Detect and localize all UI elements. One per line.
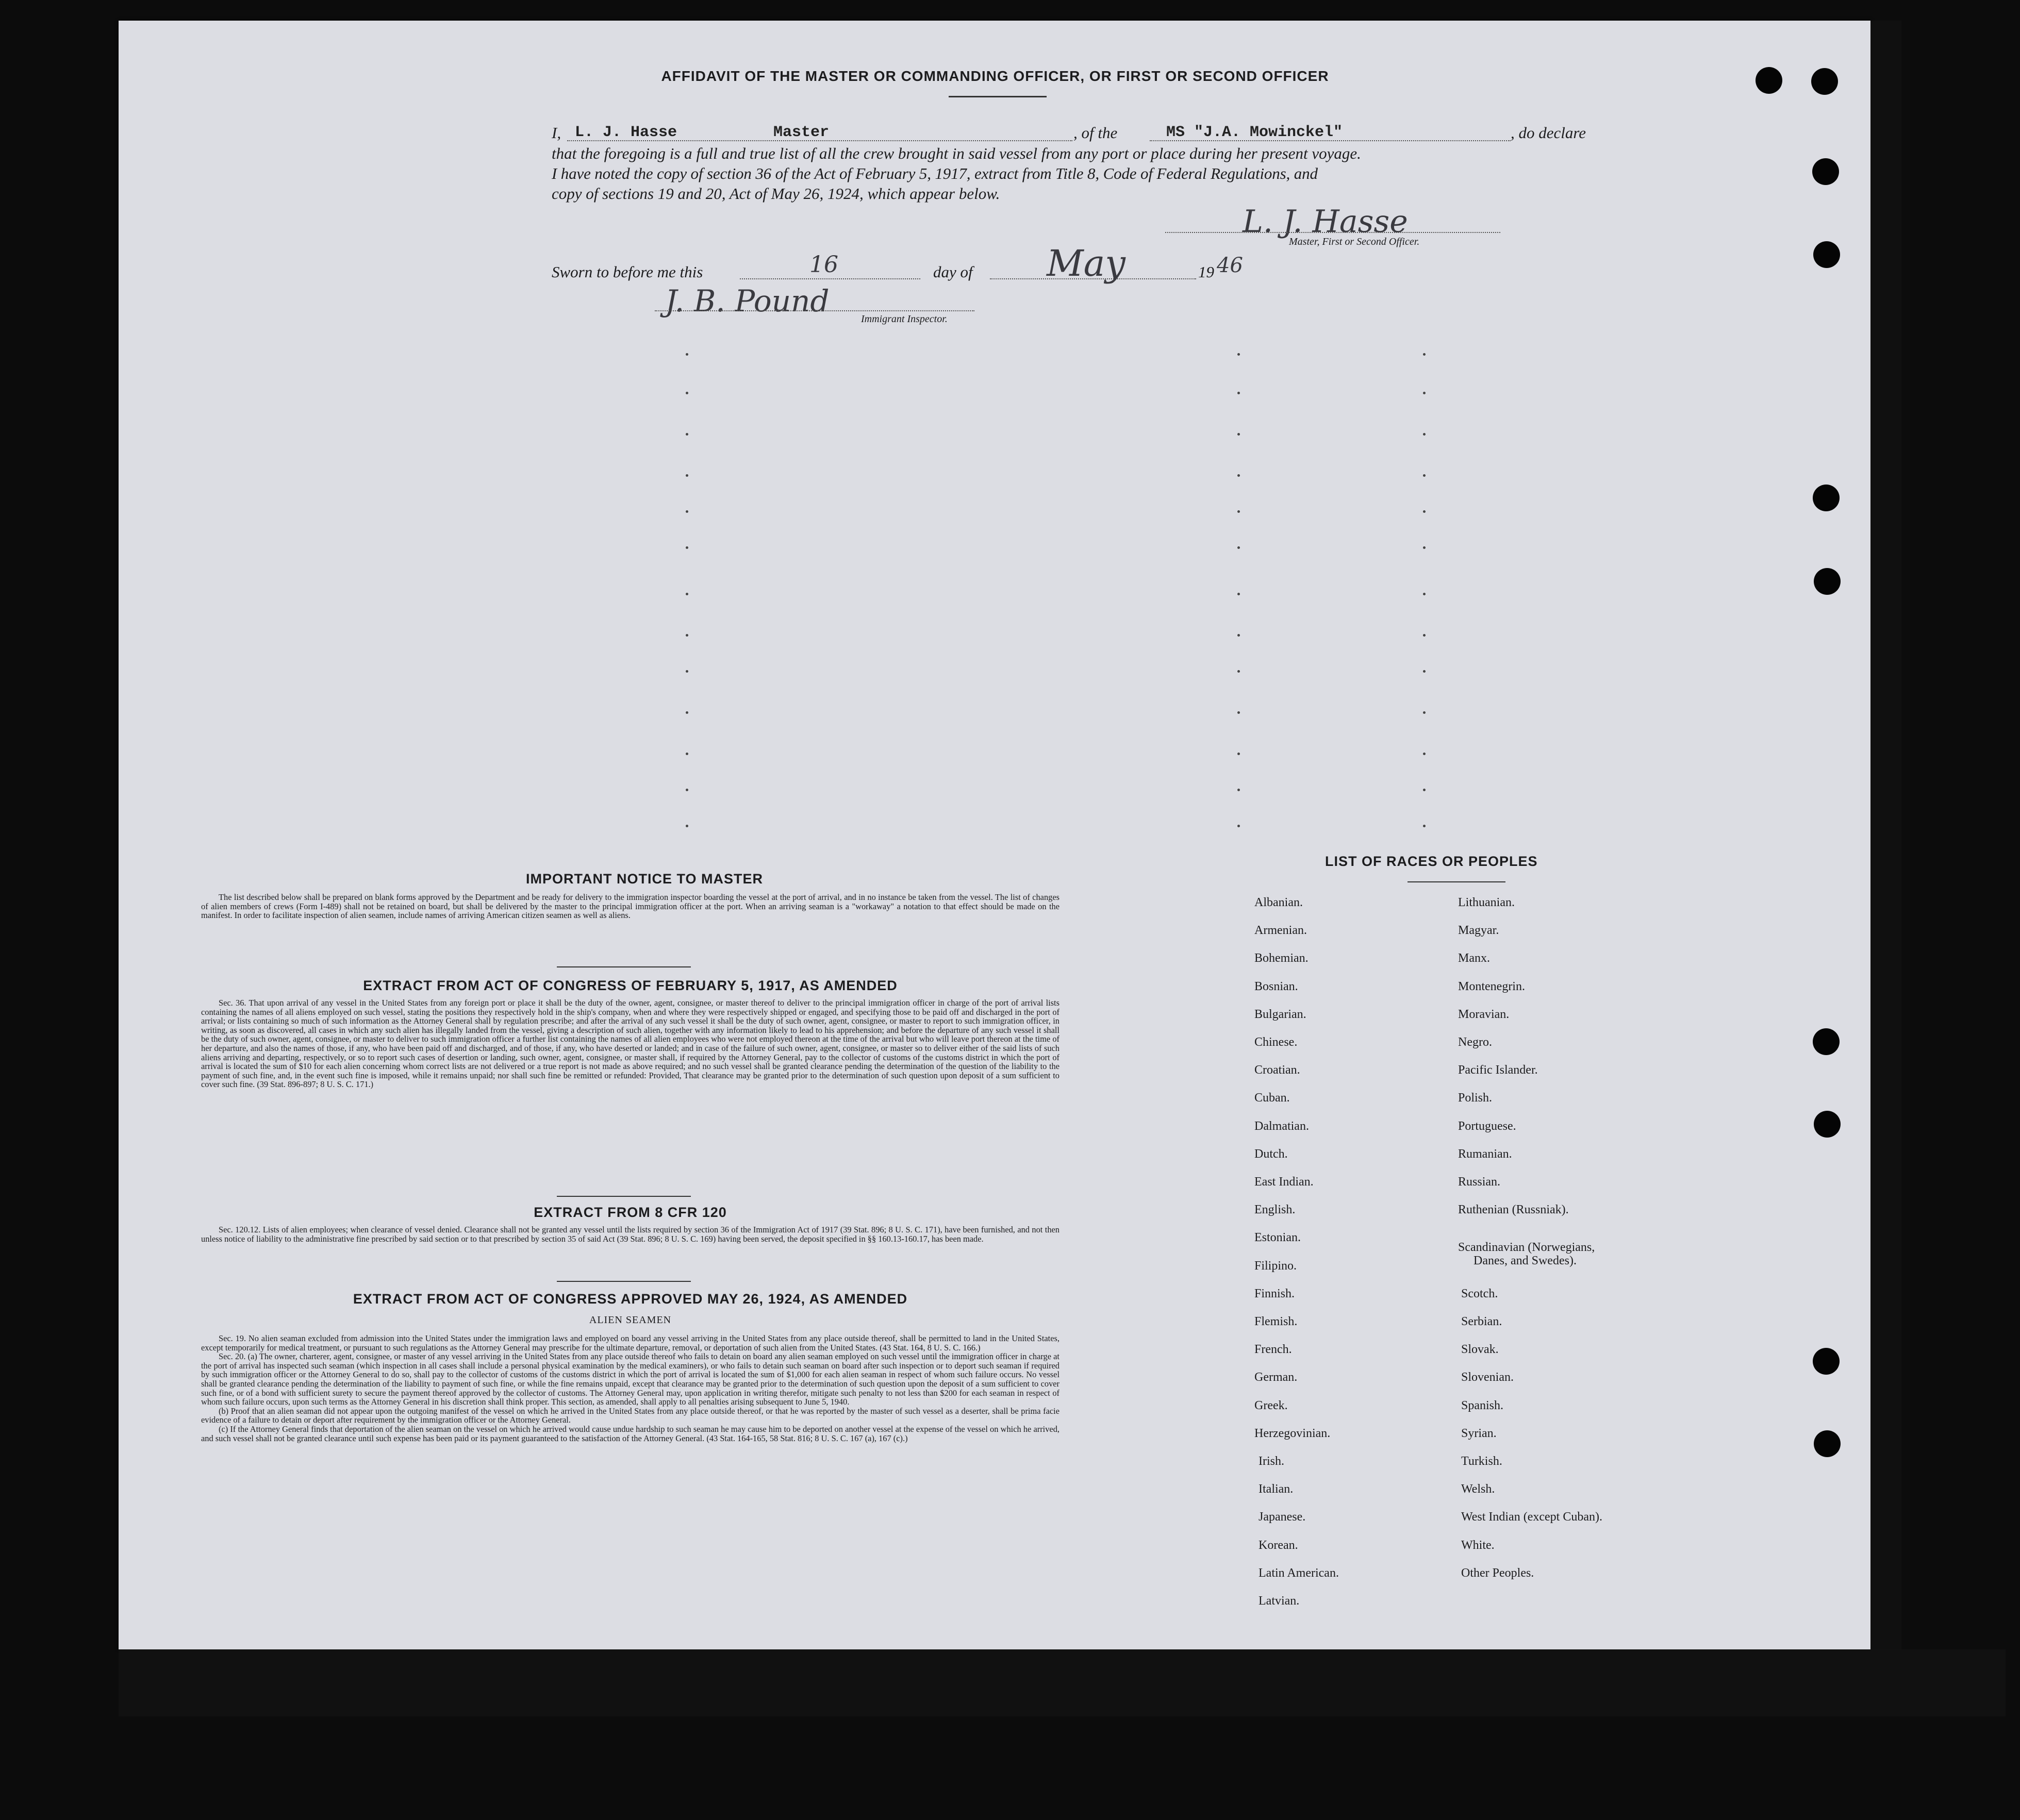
bleed-dot: [1423, 670, 1426, 673]
bleed-dot: [1423, 825, 1426, 827]
binder-hole: [1814, 1430, 1841, 1457]
extract-1917-rule: [557, 1196, 691, 1197]
race-item: Estonian.: [1254, 1231, 1301, 1245]
race-item: Russian.: [1458, 1175, 1501, 1189]
race-item: Dutch.: [1254, 1147, 1288, 1161]
race-item: Croatian.: [1254, 1063, 1300, 1077]
binder-hole: [1812, 158, 1839, 185]
race-item: West Indian (except Cuban).: [1461, 1510, 1602, 1524]
race-item: Japanese.: [1259, 1510, 1306, 1524]
race-item: Slovak.: [1461, 1343, 1499, 1357]
bleed-dot: [686, 433, 688, 436]
race-item: English.: [1254, 1203, 1296, 1217]
bleed-dot: [1423, 789, 1426, 791]
bleed-dot: [686, 474, 688, 477]
race-item: Manx.: [1458, 951, 1490, 965]
race-item: Scotch.: [1461, 1287, 1498, 1300]
race-item: Negro.: [1458, 1036, 1492, 1049]
bleed-dot: [1237, 474, 1240, 477]
race-item: German.: [1254, 1371, 1298, 1384]
binder-hole: [1811, 68, 1838, 95]
vessel-name: MS "J.A. Mowinckel": [1166, 124, 1343, 141]
race-item: Filipino.: [1254, 1259, 1297, 1273]
bleed-dot: [1237, 593, 1240, 595]
master-signature: L. J. Hasse: [1243, 204, 1408, 240]
race-item: Danes, and Swedes).: [1473, 1254, 1577, 1268]
cfr-rule: [557, 1281, 691, 1282]
race-item: Chinese.: [1254, 1036, 1298, 1049]
bleed-dot: [686, 711, 688, 714]
sworn-day: 16: [809, 252, 838, 278]
race-item: Finnish.: [1254, 1287, 1295, 1300]
cfr-body: [201, 1225, 1059, 1243]
race-item: Other Peoples.: [1461, 1566, 1534, 1580]
binder-hole: [1813, 241, 1840, 268]
inspector-line: [655, 310, 974, 311]
sworn-label: Sworn to before me this: [552, 263, 703, 281]
binder-hole: [1813, 1348, 1840, 1375]
races-rule: [1408, 881, 1505, 882]
document-page: [119, 21, 1872, 1649]
race-item: Ruthenian (Russniak).: [1458, 1203, 1569, 1217]
bleed-dot: [1423, 711, 1426, 714]
race-item: Herzegovinian.: [1254, 1426, 1331, 1440]
extract-1917-paragraph: Sec. 36. That upon arrival of any vessel in the United States from any foreign port or place it shall be the duty of the owner, agent, consignee, or master thereof to deliver to the principal immigration officer in charge of the port of arrival lists containing the names of all aliens employed on such vessel, stating the positions they respectively hold in the ship's company, when and where they were respectively shipped or engaged, and specifying those to be paid off and discharged in the port of arrival; or lists containing so much of such information as the Attorney General shall by regulation prescribe; and after the arrival of any such vessel it shall be the duty of such owner, agent, consignee, or master to report to such immigration officer, in writing, as soon as discovered, all cases in which any such alien has illegally landed from the vessel, giving a description of such alien, together with any information likely to lead to his apprehension; and before the departure of any such vessel it shall be the duty of such owner, agent, consignee, or master to deliver to such immigration officer a further list containing the names of all alien employees who were not employed thereon at the time of the arrival but who will leave port thereon at the time of her departure, and also the names of those, if any, who have been paid off and discharged, and of those, if any, who have deserted or landed; and in case of the failure of such owner, agent, consignee, or master so to deliver either of the said lists of such aliens arriving and departing, respectively, or so to report such cases of desertion or landing, such owner, agent, consignee, or master shall, if required by the Attorney General, pay to the collector of customs of the customs district in which the port of arrival is located the sum of $10 for each alien concerning whom correct lists are not delivered or a true report is not made as above required; and no such vessel shall be granted clearance pending the determination of the question of the liability to the payment of such fine, and, in the event such fine is imposed, while it remains unpaid; nor shall such fine be remitted or refunded: Provided, That clearance may be granted prior to the determination of such question upon deposit of a sum sufficient to cover such fine. (39 Stat. 896-897; 8 U. S. C. 171.): [201, 998, 1059, 1090]
master-caption: Master, First or Second Officer.: [1289, 236, 1420, 247]
affidavit-line-3: I have noted the copy of section 36 of the Act of February 5, 1917, extract from Title 8, Code of Federal Regulations, and: [552, 164, 1318, 182]
bleed-dot: [1237, 353, 1240, 356]
section-19-paragraph: Sec. 19. No alien seaman excluded from admission into the United States under the immigration laws and employed on board any vessel arriving in the United States from any place outside thereof, shall be permitted to land in the United States, except temporarily for medical treatment, or pursuant to such regulations as the Attorney General may prescribe for the ultimate departure, removal, or deportation of such alien from the United States. (43 Stat. 164, 8 U. S. C. 166.): [201, 1333, 1059, 1353]
bleed-dot: [1423, 392, 1426, 394]
race-item: Greek.: [1254, 1398, 1288, 1412]
extract-1924-title: EXTRACT FROM ACT OF CONGRESS APPROVED MAY 26, 1924, AS AMENDED: [353, 1291, 908, 1307]
binder-hole: [1814, 568, 1841, 595]
race-item: Latin American.: [1259, 1566, 1339, 1580]
bleed-dot: [1423, 474, 1426, 477]
bleed-dot: [686, 593, 688, 595]
bleed-dot: [1237, 433, 1240, 436]
signature-line: [1165, 232, 1500, 233]
do-declare-label: , do declare: [1511, 124, 1586, 142]
section-20c-paragraph: (c) If the Attorney General finds that deportation of the alien seaman on the vessel on which he arrived would cause undue hardship to such seaman he may cause him to be deported on another vessel at the expense of the vessel on which he arrived, and such vessel shall not be granted clearance until such expense has been paid or its payment guaranteed to the satisfaction of the Attorney General. (43 Stat. 164-165, 58 Stat. 816; 8 U. S. C. 167 (a), 167 (c).): [201, 1424, 1059, 1443]
bleed-dot: [1423, 353, 1426, 356]
race-item: Polish.: [1458, 1091, 1493, 1105]
race-item: Rumanian.: [1458, 1147, 1512, 1161]
notice-body: [201, 893, 1059, 920]
race-item: Slovenian.: [1461, 1371, 1514, 1384]
affidavit-title: AFFIDAVIT OF THE MASTER OR COMMANDING OFFICER, OR FIRST OR SECOND OFFICER: [661, 68, 1329, 84]
extract-1917-title: EXTRACT FROM ACT OF CONGRESS OF FEBRUARY 5, 1917, AS AMENDED: [363, 978, 898, 993]
race-item: Bulgarian.: [1254, 1007, 1306, 1021]
master-rank: Master: [773, 124, 830, 141]
sworn-month: May: [1047, 242, 1125, 285]
binder-hole: [1813, 485, 1840, 511]
year-suffix: 46: [1217, 254, 1243, 277]
race-item: Portuguese.: [1458, 1119, 1516, 1133]
notice-title: IMPORTANT NOTICE TO MASTER: [526, 871, 763, 887]
race-item: Cuban.: [1254, 1091, 1290, 1105]
year-prefix: 19: [1198, 263, 1214, 281]
of-the-label: , of the: [1073, 124, 1118, 142]
bleed-dot: [1237, 711, 1240, 714]
bleed-dot: [1423, 634, 1426, 637]
section-20b-paragraph: (b) Proof that an alien seaman did not appear upon the outgoing manifest of the vessel on which he arrived in the United States from any place outside thereof, or that he was reported by the master of such vessel as a deserter, shall be prima facie evidence of a failure to detain or deport after requirement by the immigration officer or the Attorney General.: [201, 1406, 1059, 1425]
binder-hole: [1756, 67, 1782, 94]
bleed-dot: [1237, 753, 1240, 755]
alien-seamen-subtitle: ALIEN SEAMEN: [589, 1314, 672, 1326]
race-item: Serbian.: [1461, 1315, 1502, 1328]
race-item: Irish.: [1259, 1455, 1284, 1468]
binder-hole: [1813, 1028, 1840, 1055]
bleed-dot: [1237, 825, 1240, 827]
race-item: Scandinavian (Norwegians,: [1458, 1241, 1595, 1255]
affidavit-lead: I,: [552, 124, 561, 142]
races-title: LIST OF RACES OR PEOPLES: [1325, 854, 1538, 869]
bleed-dot: [686, 789, 688, 791]
dark-margin: [1870, 21, 1901, 1649]
binder-hole: [1814, 1111, 1841, 1138]
race-item: Flemish.: [1254, 1315, 1298, 1328]
race-item: Bosnian.: [1254, 979, 1298, 993]
race-item: Montenegrin.: [1458, 979, 1525, 993]
race-item: East Indian.: [1254, 1175, 1314, 1189]
bleed-dot: [1237, 510, 1240, 513]
cfr-title: EXTRACT FROM 8 CFR 120: [534, 1205, 727, 1220]
race-item: Latvian.: [1259, 1594, 1300, 1608]
bleed-dot: [686, 510, 688, 513]
cfr-paragraph: Sec. 120.12. Lists of alien employees; when clearance of vessel denied. Clearance shall not be granted any vessel until the lists required by section 36 of the Immigration Act of 1917 (39 Stat. 896; 8 U. S. C. 171), have been furnished, and not then unless notice of liability to the administrative fine prescribed by said section or to that prescribed by section 35 of said Act (39 Stat. 896; 8 U. S. C. 169) having been served, the deposit specified in §§ 160.13-160.17, has been made.: [201, 1225, 1059, 1244]
race-item: Spanish.: [1461, 1398, 1504, 1412]
race-item: White.: [1461, 1538, 1495, 1552]
bleed-dot: [1237, 634, 1240, 637]
notice-rule: [557, 966, 691, 967]
inspector-caption: Immigrant Inspector.: [861, 313, 948, 325]
bleed-dot: [686, 634, 688, 637]
bleed-dot: [1423, 546, 1426, 549]
race-item: Korean.: [1259, 1538, 1298, 1552]
bleed-dot: [686, 392, 688, 394]
bleed-dot: [1423, 510, 1426, 513]
section-20a-paragraph: Sec. 20. (a) The owner, charterer, agent, consignee, or master of any vessel arriving in the United States from any place outside thereof who fails to detain on board any alien seaman employed on such vessel until the immigration officer in charge at the port of arrival has inspected such seaman (which inspection in all cases shall include a personal physical examination by the medical examiners), or who fails to detain such seaman on board after such inspection or to deport such seaman if required by such immigration officer or the Attorney General to do so, shall pay to the collector of customs of the customs district in which the port of arrival is located the sum of $1,000 for each alien seaman in respect of whom such failure occurs. No vessel shall be granted clearance pending the determination of the liability to payment of such fine, or while the fine remains unpaid, except that clearance may be granted prior to the determination of such question upon the deposit of a sum sufficient to cover such fine, or of a bond with sufficient surety to secure the payment thereof approved by the collector of customs. The Attorney General may, upon application in writing therefor, mitigate such penalty to not less than $200 for each seaman in respect of whom such failure occurs, upon such terms as the Attorney General in his discretion shall think proper. This section, as amended, shall apply to all penalties arising subsequent to June 5, 1940.: [201, 1351, 1059, 1407]
race-item: Bohemian.: [1254, 951, 1309, 965]
bleed-dot: [686, 825, 688, 827]
bleed-dot: [686, 753, 688, 755]
race-item: Turkish.: [1461, 1455, 1502, 1468]
race-item: Armenian.: [1254, 924, 1307, 938]
race-item: Dalmatian.: [1254, 1119, 1309, 1133]
bleed-dot: [1423, 753, 1426, 755]
race-item: French.: [1254, 1343, 1292, 1357]
bleed-dot: [1237, 789, 1240, 791]
race-item: Magyar.: [1458, 924, 1499, 938]
bleed-dot: [686, 670, 688, 673]
affidavit-line-4: copy of sections 19 and 20, Act of May 26, 1924, which appear below.: [552, 185, 1000, 203]
race-item: Italian.: [1259, 1482, 1294, 1496]
race-item: Syrian.: [1461, 1426, 1497, 1440]
race-item: Albanian.: [1254, 896, 1303, 909]
race-item: Pacific Islander.: [1458, 1063, 1538, 1077]
day-of-label: day of: [933, 263, 973, 281]
race-item: Lithuanian.: [1458, 896, 1515, 909]
bleed-dot: [1423, 593, 1426, 595]
day-fill-line: [740, 278, 920, 279]
extract-1917-body: [201, 998, 1059, 1089]
notice-paragraph: The list described below shall be prepared on blank forms approved by the Department and be ready for delivery to the immigration inspector boarding the vessel at the port of arrival, and in no instance be taken from the vessel. The list of changes of alien members of crews (Form I-489) shall not be retained on board, but shall be delivered by the master to the principal immigration officer at the port. When an arriving seaman is a "workaway" a notation to that effect should be made on the manifest. In order to facilitate inspection of alien seamen, include names of arriving American citizen seamen as well as aliens.: [201, 892, 1059, 921]
bleed-dot: [1237, 670, 1240, 673]
title-rule: [949, 96, 1047, 97]
inspector-signature: J. B. Pound: [665, 283, 830, 319]
bleed-dot: [1423, 433, 1426, 436]
race-item: Moravian.: [1458, 1007, 1510, 1021]
extract-1924-body: [201, 1334, 1059, 1443]
race-item: Welsh.: [1461, 1482, 1495, 1496]
affidavit-line-2: that the foregoing is a full and true list of all the crew brought in said vessel from any port or place during her present voyage.: [552, 144, 1361, 162]
bleed-dot: [686, 353, 688, 356]
scanner-background: [119, 1649, 2006, 1716]
bleed-dot: [1237, 546, 1240, 549]
master-name: L. J. Hasse: [575, 124, 677, 141]
bleed-dot: [686, 546, 688, 549]
bleed-dot: [1237, 392, 1240, 394]
